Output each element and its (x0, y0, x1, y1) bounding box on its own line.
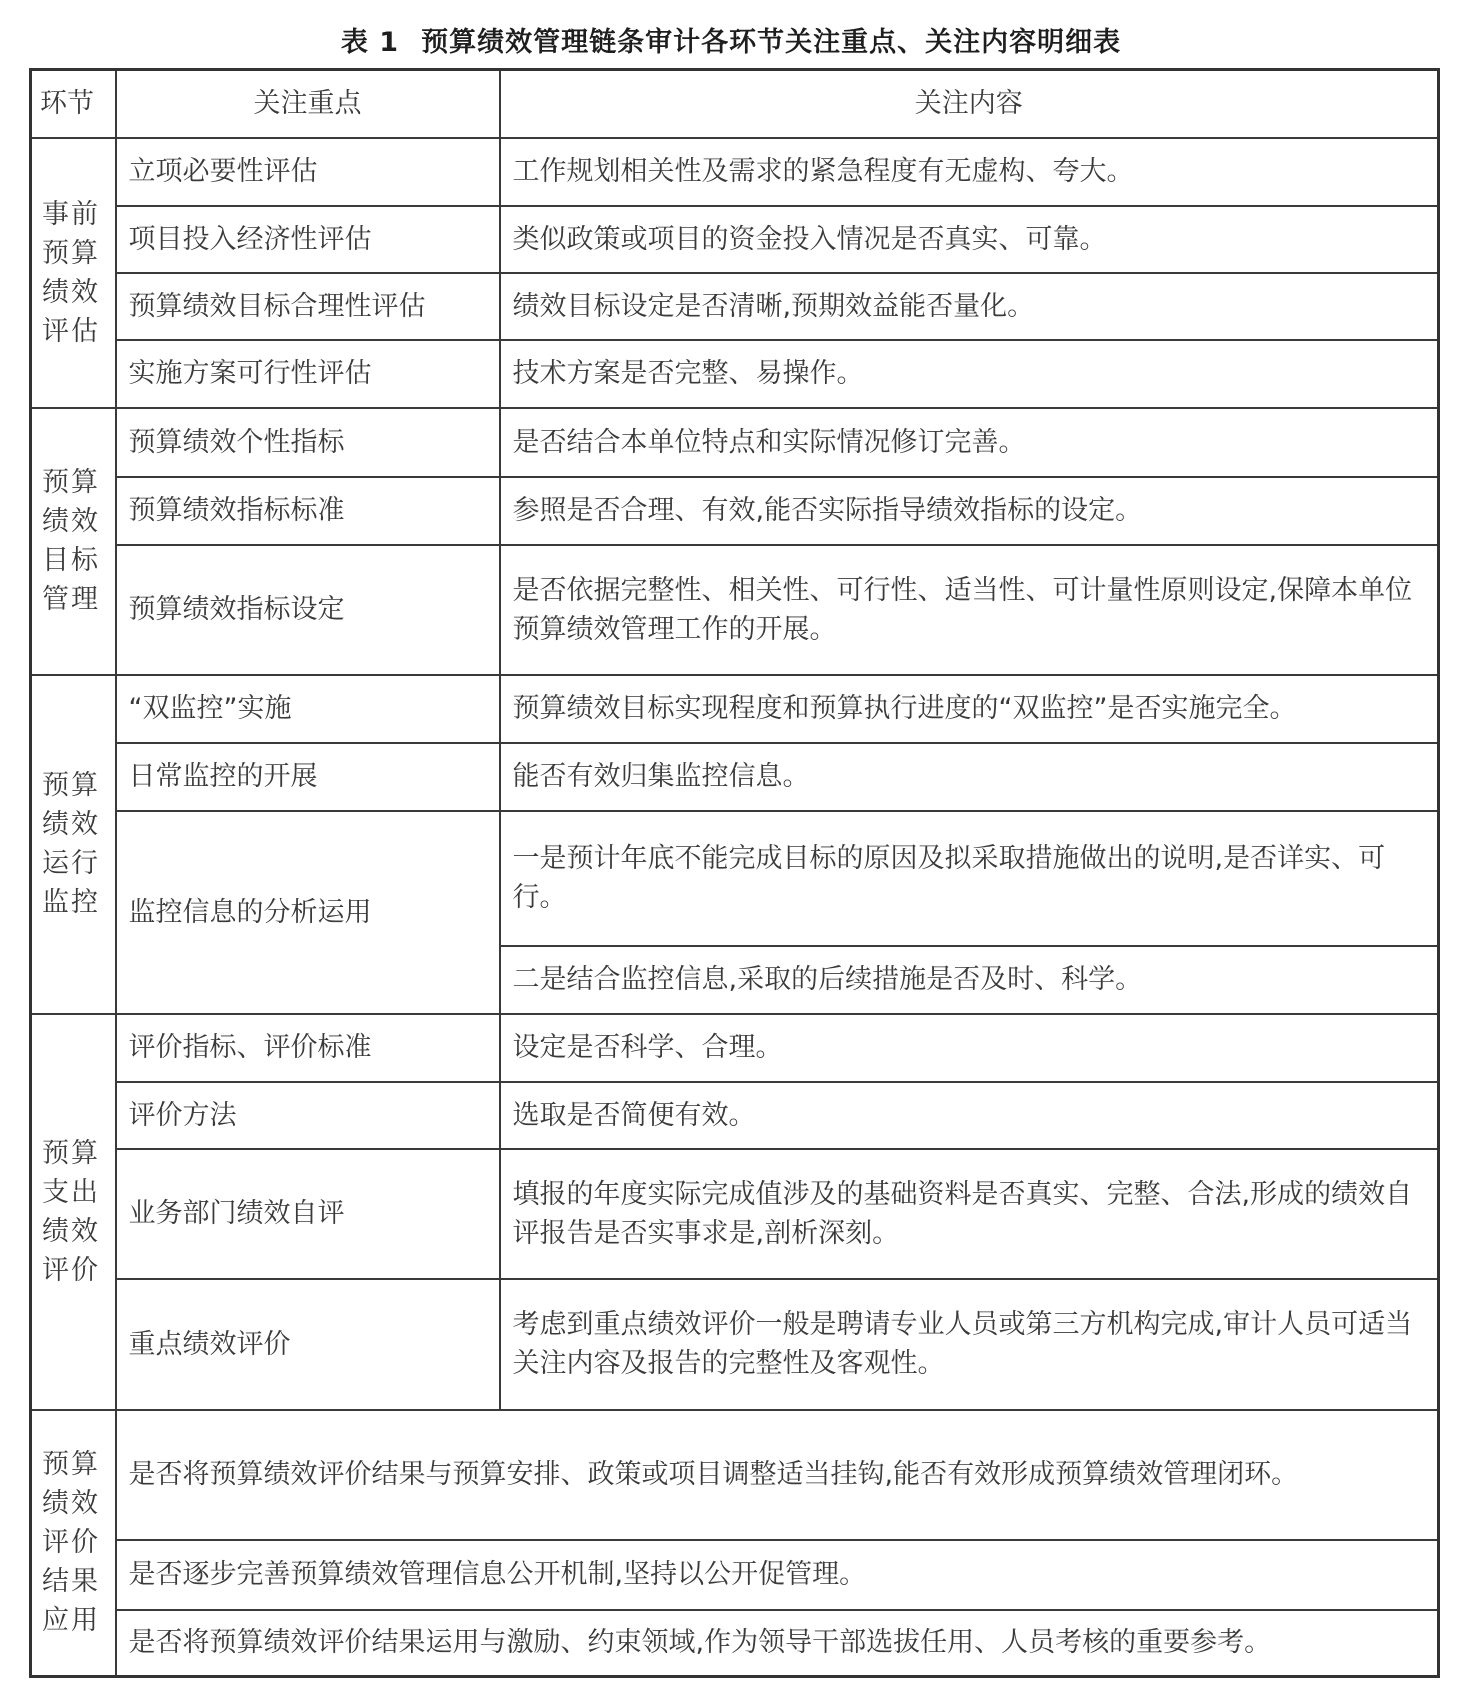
stage-cell (31, 138, 116, 408)
content-cell: 能否有效归集监控信息。 (500, 743, 1439, 811)
table-number: 表 1 (340, 27, 400, 58)
table-row (31, 811, 1439, 946)
focus-cell: 评价指标、评价标准 (116, 1014, 500, 1082)
content-cell: 选取是否简便有效。 (500, 1082, 1439, 1149)
table-row (31, 1149, 1439, 1279)
table-row (31, 273, 1439, 340)
table-row (31, 1279, 1439, 1410)
content-cell: 绩效目标设定是否清晰,预期效益能否量化。 (500, 273, 1439, 340)
stage-cell (31, 675, 116, 1014)
stage-cell (31, 1014, 116, 1410)
content-cell: 是否结合本单位特点和实际情况修订完善。 (500, 408, 1439, 477)
table-row (31, 1540, 1439, 1610)
focus-cell: 评价方法 (116, 1082, 500, 1149)
stage-label: 事前预算绩效评估 (42, 198, 100, 347)
focus-cell: 重点绩效评价 (116, 1279, 500, 1410)
content-cell: 二是结合监控信息,采取的后续措施是否及时、科学。 (500, 946, 1439, 1014)
content-cell: 预算绩效目标实现程度和预算执行进度的“双监控”是否实施完全。 (500, 675, 1439, 743)
focus-cell: 项目投入经济性评估 (116, 206, 500, 273)
header-focus: 关注重点 (116, 70, 500, 138)
table-title (0, 20, 1462, 59)
stage-label: 预算绩效目标管理 (42, 467, 100, 615)
content-cell: 填报的年度实际完成值涉及的基础资料是否真实、完整、合法,形成的绩效自评报告是否实事求是,剖析深刻。 (500, 1149, 1439, 1279)
table-row (31, 1410, 1439, 1540)
table-row (31, 1610, 1439, 1677)
focus-cell: 实施方案可行性评估 (116, 340, 500, 408)
focus-cell: 业务部门绩效自评 (116, 1149, 500, 1279)
table-row (31, 1014, 1439, 1082)
table-row (31, 1082, 1439, 1149)
stage-cell (31, 1410, 116, 1677)
content-cell: 是否将预算绩效评价结果与预算安排、政策或项目调整适当挂钩,能否有效形成预算绩效管理闭环。 (116, 1410, 1439, 1540)
content-cell: 一是预计年底不能完成目标的原因及拟采取措施做出的说明,是否详实、可行。 (500, 811, 1439, 946)
focus-cell: 监控信息的分析运用 (116, 811, 500, 1014)
focus-cell: 日常监控的开展 (116, 743, 500, 811)
content-cell: 是否将预算绩效评价结果运用与激励、约束领域,作为领导干部选拔任用、人员考核的重要参考。 (116, 1610, 1439, 1677)
content-cell: 是否逐步完善预算绩效管理信息公开机制,坚持以公开促管理。 (116, 1540, 1439, 1610)
content-cell: 考虑到重点绩效评价一般是聘请专业人员或第三方机构完成,审计人员可适当关注内容及报告的完整性及客观性。 (500, 1279, 1439, 1410)
table-row (31, 675, 1439, 743)
header-content: 关注内容 (500, 70, 1439, 138)
content-cell: 工作规划相关性及需求的紧急程度有无虚构、夸大。 (500, 138, 1439, 206)
table-row (31, 408, 1439, 477)
audit-focus-table (29, 68, 1440, 1678)
content-cell: 类似政策或项目的资金投入情况是否真实、可靠。 (500, 206, 1439, 273)
focus-cell: 预算绩效个性指标 (116, 408, 500, 477)
table-row (31, 545, 1439, 675)
focus-cell: “双监控”实施 (116, 675, 500, 743)
focus-cell: 预算绩效目标合理性评估 (116, 273, 500, 340)
table-row (31, 206, 1439, 273)
content-cell: 参照是否合理、有效,能否实际指导绩效指标的设定。 (500, 477, 1439, 545)
table-row (31, 743, 1439, 811)
stage-cell (31, 408, 116, 675)
stage-label: 预算绩效运行监控 (42, 770, 100, 918)
header-stage: 环节 (31, 70, 116, 138)
focus-cell: 立项必要性评估 (116, 138, 500, 206)
table-row (31, 477, 1439, 545)
header-row (31, 70, 1439, 138)
content-cell: 技术方案是否完整、易操作。 (500, 340, 1439, 408)
focus-cell: 预算绩效指标设定 (116, 545, 500, 675)
focus-cell: 预算绩效指标标准 (116, 477, 500, 545)
stage-label: 预算绩效评价结果应用 (42, 1449, 100, 1637)
table-row (31, 138, 1439, 206)
stage-label: 预算支出绩效评价 (42, 1137, 100, 1286)
table-row (31, 340, 1439, 408)
content-cell: 设定是否科学、合理。 (500, 1014, 1439, 1082)
table-caption: 预算绩效管理链条审计各环节关注重点、关注内容明细表 (421, 27, 1122, 58)
content-cell: 是否依据完整性、相关性、可行性、适当性、可计量性原则设定,保障本单位预算绩效管理工作的开展。 (500, 545, 1439, 675)
